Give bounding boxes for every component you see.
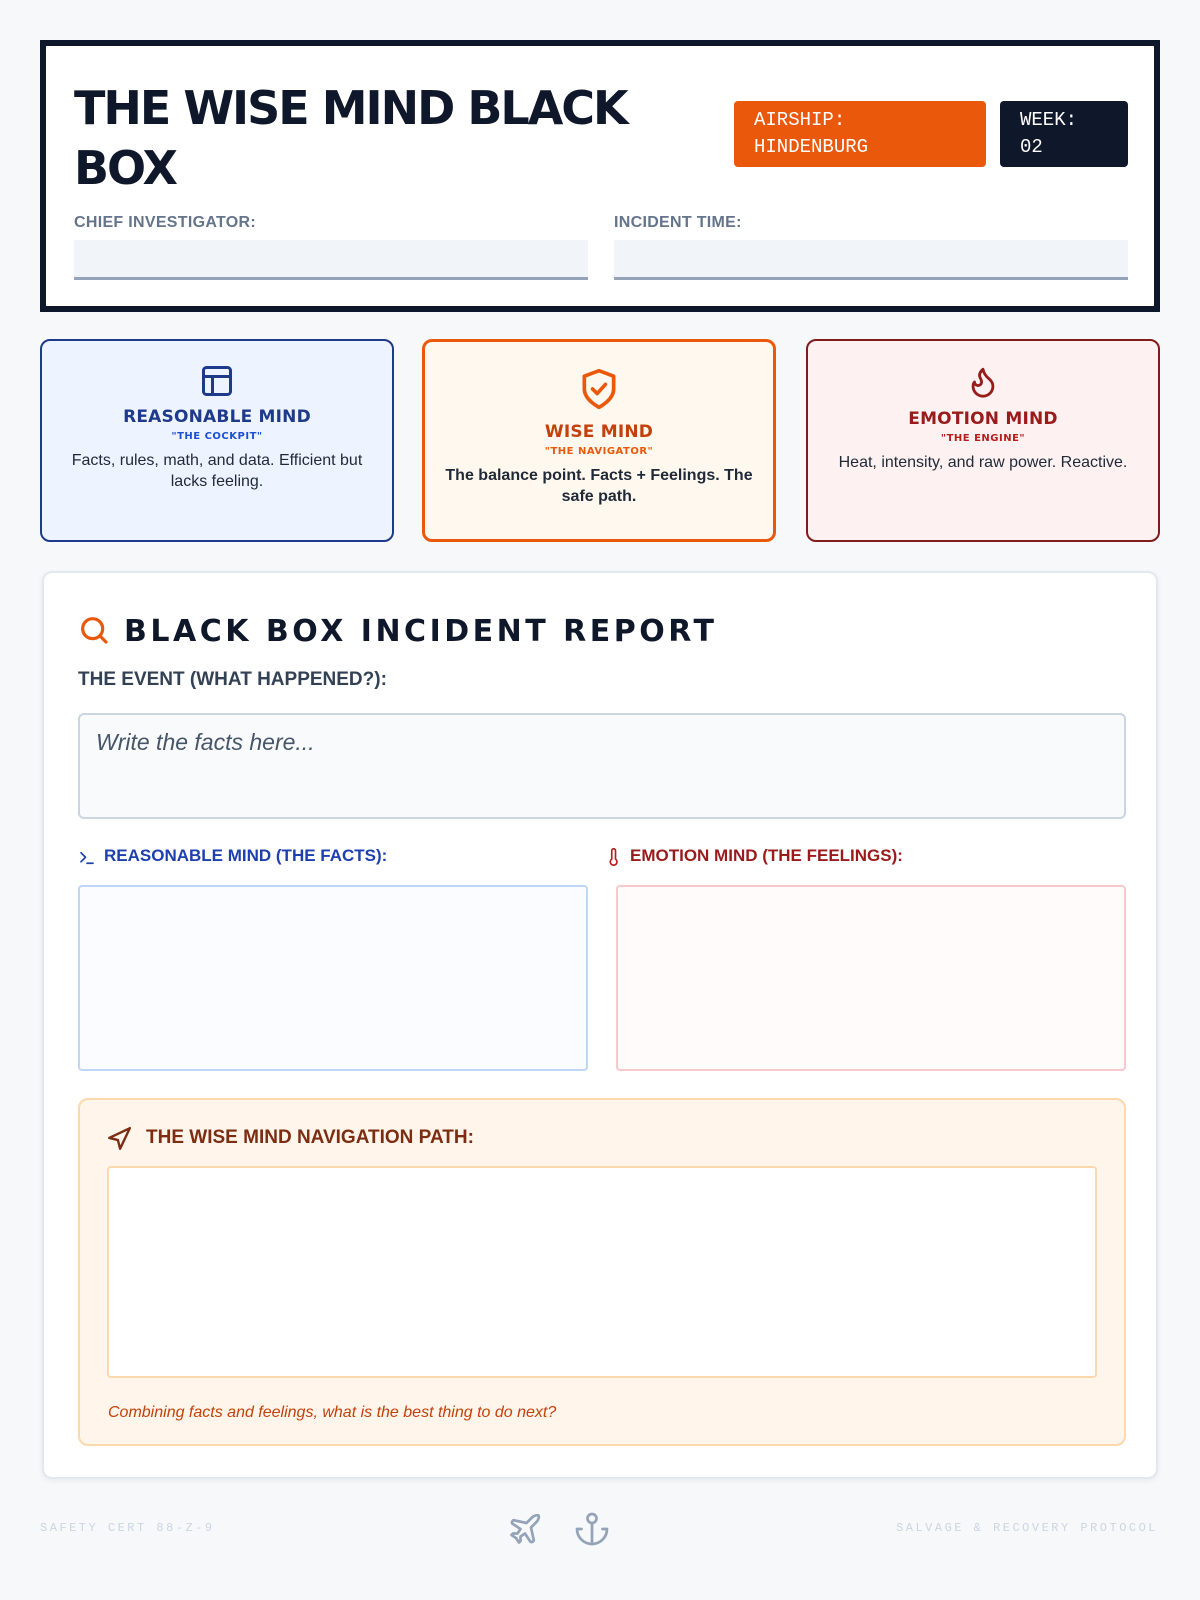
- reasonable-mind-title: REASONABLE MIND: [123, 407, 311, 427]
- incident-report-panel: [42, 571, 1158, 1479]
- feelings-label: EMOTION MIND (THE FEELINGS):: [630, 846, 903, 865]
- week-badge: WEEK: 02: [1000, 101, 1128, 167]
- wise-mind-title: WISE MIND: [544, 422, 654, 442]
- wise-mind-description: The balance point. Facts + Feelings. The safe path.: [445, 467, 753, 505]
- feelings-input[interactable]: [616, 885, 1126, 1071]
- emotion-mind-description: Heat, intensity, and raw power. Reactive.: [838, 454, 1128, 471]
- chief-investigator-input[interactable]: [74, 240, 588, 280]
- page-title: THE WISE MIND BLACK BOX: [74, 81, 627, 195]
- reasonable-mind-description: Facts, rules, math, and data. Efficient but lacks feeling.: [71, 452, 363, 490]
- shield-check-icon: [577, 364, 621, 414]
- emotion-mind-subtitle: "THE ENGINE": [940, 433, 1026, 444]
- airship-badge: AIRSHIP: HINDENBURG: [734, 101, 986, 167]
- wise-mind-subtitle: "THE NAVIGATOR": [544, 446, 654, 457]
- event-input[interactable]: Write the facts here...: [78, 713, 1126, 819]
- reasonable-mind-subtitle: "THE COCKPIT": [171, 431, 263, 442]
- layout-icon: [199, 363, 235, 399]
- navigation-icon: [106, 1126, 132, 1152]
- search-icon: [78, 614, 110, 646]
- flame-icon: [966, 363, 1000, 401]
- wise-mind-card: [422, 339, 776, 542]
- thermometer-icon: [605, 847, 623, 867]
- chief-investigator-label: CHIEF INVESTIGATOR:: [74, 214, 257, 231]
- navigation-path-label: THE WISE MIND NAVIGATION PATH:: [146, 1127, 474, 1148]
- facts-input[interactable]: [78, 885, 588, 1071]
- facts-label: REASONABLE MIND (THE FACTS):: [104, 846, 388, 865]
- protocol-text: SALVAGE & RECOVERY PROTOCOL: [896, 1521, 1158, 1535]
- emotion-mind-title: EMOTION MIND: [908, 409, 1058, 429]
- navigation-path-input[interactable]: [107, 1166, 1097, 1378]
- header-panel: [40, 40, 1160, 312]
- anchor-icon: [574, 1511, 610, 1547]
- report-title: BLACK BOX INCIDENT REPORT: [124, 614, 718, 649]
- navigation-path-panel: [78, 1098, 1126, 1446]
- reasonable-mind-card: [40, 339, 394, 542]
- emotion-mind-card: [806, 339, 1160, 542]
- safety-cert-text: SAFETY CERT 88-Z-9: [40, 1521, 215, 1535]
- terminal-icon: [78, 849, 96, 867]
- plane-icon: [507, 1511, 543, 1547]
- event-label: THE EVENT (WHAT HAPPENED?):: [78, 669, 387, 690]
- incident-time-input[interactable]: [614, 240, 1128, 280]
- navigation-path-hint: Combining facts and feelings, what is the best thing to do next?: [108, 1404, 557, 1421]
- incident-time-label: INCIDENT TIME:: [614, 214, 742, 231]
